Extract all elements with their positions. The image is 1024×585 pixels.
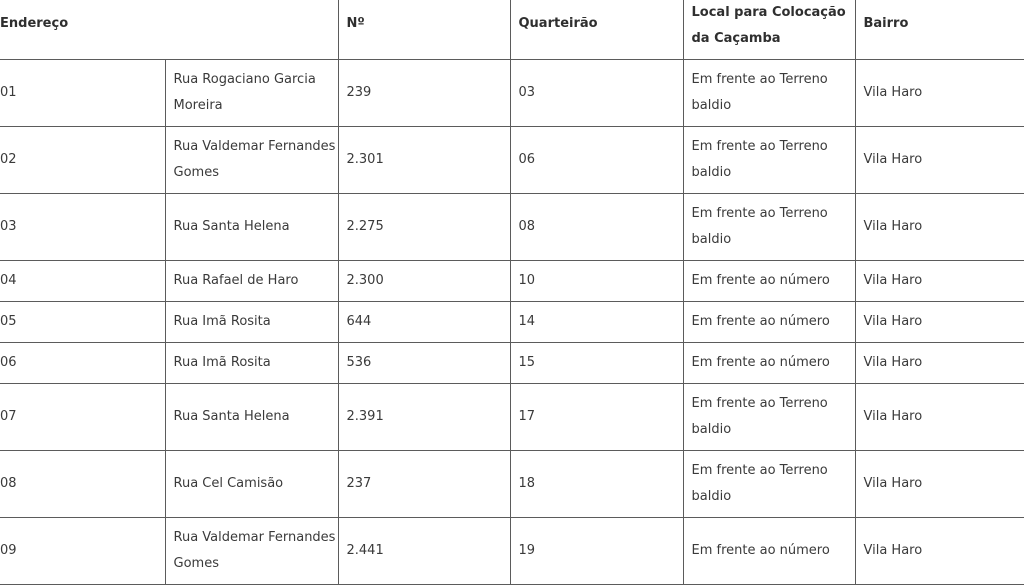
- cell-bairro: Vila Haro: [855, 383, 1024, 450]
- cell-bairro: Vila Haro: [855, 193, 1024, 260]
- cell-rua: Rua Valdemar Fernandes Gomes: [165, 517, 338, 584]
- cell-bairro: Vila Haro: [855, 342, 1024, 383]
- cell-numero: 644: [338, 301, 510, 342]
- cell-numero: 2.391: [338, 383, 510, 450]
- cell-index: 04: [0, 260, 165, 301]
- cell-quarteirao: 18: [510, 450, 683, 517]
- table-row: [0, 383, 1024, 450]
- cell-bairro: Vila Haro: [855, 450, 1024, 517]
- cell-rua: Rua Cel Camisão: [165, 450, 338, 517]
- cell-numero: 2.301: [338, 126, 510, 193]
- cell-index: 09: [0, 517, 165, 584]
- cell-index: 07: [0, 383, 165, 450]
- cell-local: Em frente ao número: [683, 517, 855, 584]
- header-bairro: Bairro: [855, 0, 1024, 59]
- table-row: [0, 193, 1024, 260]
- table-row: [0, 260, 1024, 301]
- cell-local: Em frente ao número: [683, 342, 855, 383]
- cell-local: Em frente ao número: [683, 260, 855, 301]
- header-quarteirao: Quarteirão: [510, 0, 683, 59]
- cell-quarteirao: 17: [510, 383, 683, 450]
- cell-quarteirao: 10: [510, 260, 683, 301]
- table-row: [0, 59, 1024, 126]
- cell-local: Em frente ao número: [683, 301, 855, 342]
- cell-index: 08: [0, 450, 165, 517]
- cell-numero: 536: [338, 342, 510, 383]
- cell-index: 06: [0, 342, 165, 383]
- cell-numero: 237: [338, 450, 510, 517]
- table-header-row: [0, 0, 1024, 59]
- cell-quarteirao: 06: [510, 126, 683, 193]
- cell-numero: 2.441: [338, 517, 510, 584]
- cell-quarteirao: 14: [510, 301, 683, 342]
- cell-index: 05: [0, 301, 165, 342]
- cell-index: 03: [0, 193, 165, 260]
- cell-local: Em frente ao Terreno baldio: [683, 126, 855, 193]
- table-row: [0, 301, 1024, 342]
- cell-bairro: Vila Haro: [855, 260, 1024, 301]
- cell-bairro: Vila Haro: [855, 301, 1024, 342]
- cell-rua: Rua Imã Rosita: [165, 342, 338, 383]
- cell-bairro: Vila Haro: [855, 126, 1024, 193]
- cell-rua: Rua Valdemar Fernandes Gomes: [165, 126, 338, 193]
- cell-quarteirao: 03: [510, 59, 683, 126]
- cell-local: Em frente ao Terreno baldio: [683, 383, 855, 450]
- table-row: [0, 126, 1024, 193]
- cell-bairro: Vila Haro: [855, 59, 1024, 126]
- cell-local: Em frente ao Terreno baldio: [683, 450, 855, 517]
- cell-index: 01: [0, 59, 165, 126]
- header-endereco: Endereço: [0, 0, 338, 59]
- table-row: [0, 517, 1024, 584]
- cell-rua: Rua Santa Helena: [165, 193, 338, 260]
- cell-numero: 239: [338, 59, 510, 126]
- cell-index: 02: [0, 126, 165, 193]
- cell-bairro: Vila Haro: [855, 517, 1024, 584]
- cell-rua: Rua Imã Rosita: [165, 301, 338, 342]
- cell-rua: Rua Rogaciano Garcia Moreira: [165, 59, 338, 126]
- cell-rua: Rua Santa Helena: [165, 383, 338, 450]
- header-numero: Nº: [338, 0, 510, 59]
- header-local: Local para Colocação da Caçamba: [683, 0, 855, 59]
- cell-quarteirao: 08: [510, 193, 683, 260]
- cell-numero: 2.275: [338, 193, 510, 260]
- cell-rua: Rua Rafael de Haro: [165, 260, 338, 301]
- cell-local: Em frente ao Terreno baldio: [683, 193, 855, 260]
- table-row: [0, 342, 1024, 383]
- cell-numero: 2.300: [338, 260, 510, 301]
- cell-quarteirao: 19: [510, 517, 683, 584]
- cell-quarteirao: 15: [510, 342, 683, 383]
- cell-local: Em frente ao Terreno baldio: [683, 59, 855, 126]
- table-row: [0, 450, 1024, 517]
